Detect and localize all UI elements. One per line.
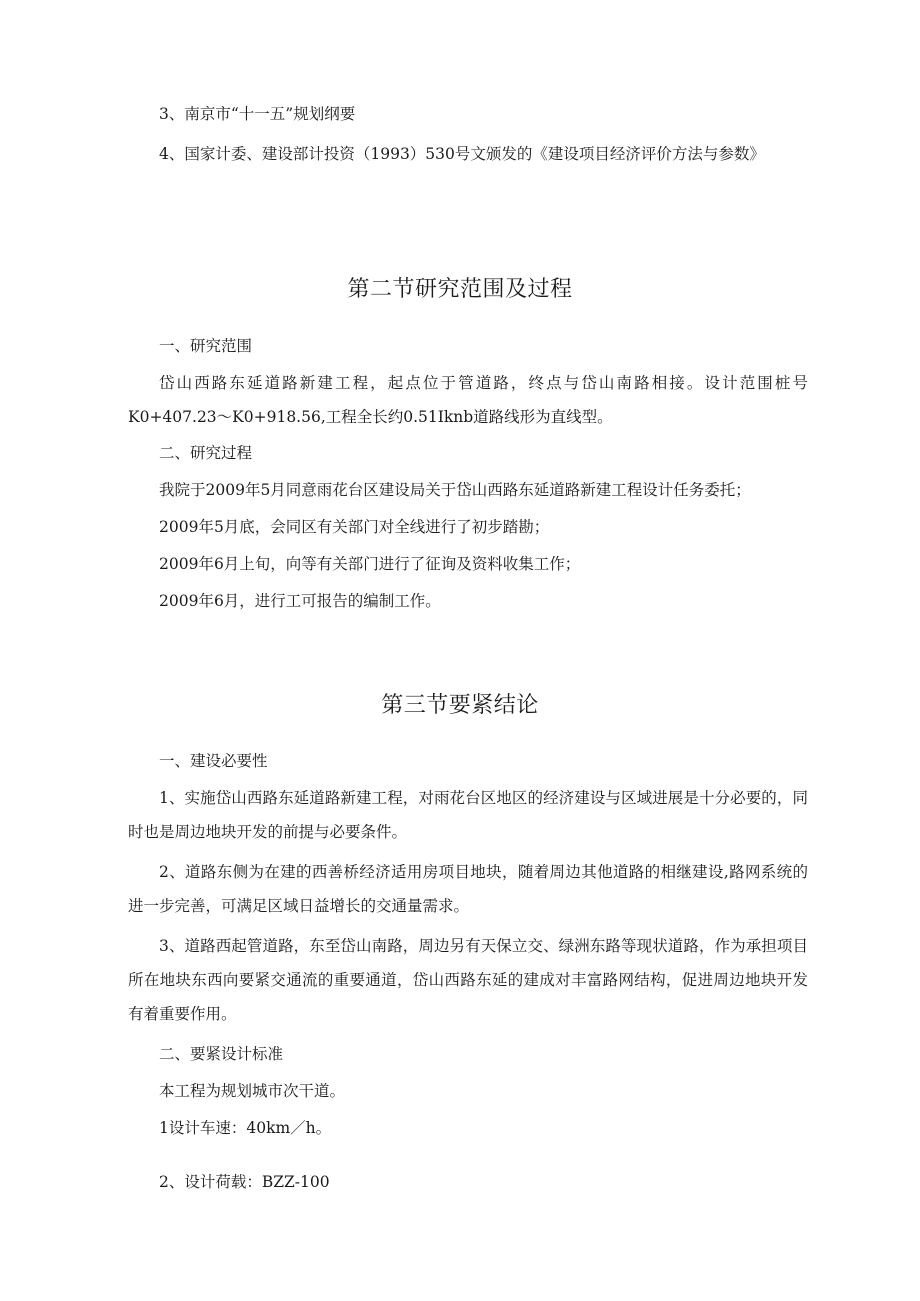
standard-load: 2、设计荷载：BZZ-100	[159, 1173, 330, 1191]
reference-item-3: 3、南京市“十一五”规划纲要	[159, 105, 356, 123]
section-2-title: 第二节研究范围及过程	[347, 277, 573, 302]
process-item: 2009年6月上旬，向等有关部门进行了征询及资料收集工作；	[159, 555, 581, 573]
process-item: 我院于2009年5月同意雨花台区建设局关于岱山西路东延道路新建工程设计任务委托；	[159, 481, 751, 499]
scope-heading: 一、研究范围	[159, 337, 253, 355]
section-3-title: 第三节要紧结论	[381, 693, 539, 718]
necessity-heading: 一、建设必要性	[159, 752, 268, 770]
process-item: 2009年5月底，会同区有关部门对全线进行了初步踏勘；	[159, 518, 550, 536]
process-item: 2009年6月，进行工可报告的编制工作。	[159, 592, 441, 610]
standards-intro: 本工程为规划城市次干道。	[159, 1082, 346, 1100]
scope-text: 岱山西路东延道路新建工程，起点位于管道路，终点与岱山南路相接。设计范围桩号K0+407.23～K0+918.56,工程全长约0.51Iknb道路线形为直线型。	[128, 374, 808, 426]
necessity-item: 3、道路西起管道路，东至岱山南路，周边另有天保立交、绿洲东路等现状道路，作为承担项目所在地块东西向要紧交通流的重要通道，岱山西路东延的建成对丰富路网结构，促进周边地块开发有着重要作用。	[128, 937, 808, 1023]
process-heading: 二、研究过程	[159, 444, 253, 462]
necessity-item: 1、实施岱山西路东延道路新建工程，对雨花台区地区的经济建设与区域进展是十分必要的，同时也是周边地块开发的前提与必要条件。	[128, 789, 808, 841]
necessity-item: 2、道路东侧为在建的西善桥经济适用房项目地块，随着周边其他道路的相继建设,路网系统的进一步完善，可满足区域日益增长的交通量需求。	[128, 863, 808, 915]
standard-speed: 1设计车速：40km／h。	[159, 1119, 332, 1137]
standards-heading: 二、要紧设计标准	[159, 1045, 284, 1063]
reference-item-4: 4、国家计委、建设部计投资（1993）530号文颁发的《建设项目经济评价方法与参数》	[159, 145, 765, 163]
